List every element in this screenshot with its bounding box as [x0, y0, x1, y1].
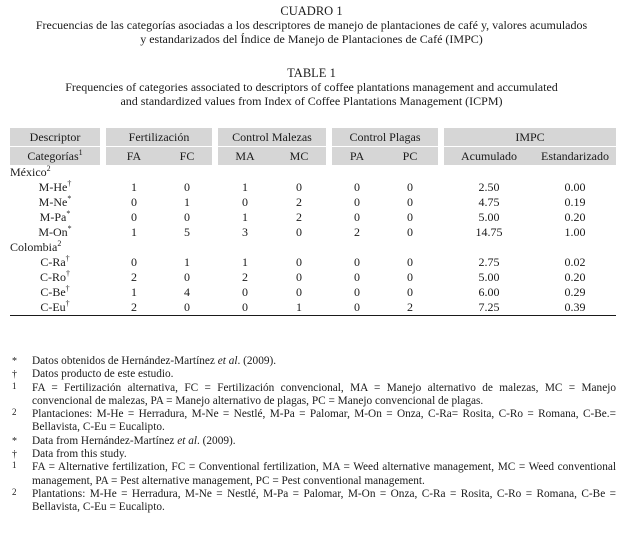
footnote-mark: *: [12, 435, 17, 447]
header-group-fertilizacion: Fertilización: [106, 128, 212, 147]
footnote-text: Datos producto de este estudio.: [32, 368, 174, 381]
table-cell: 0: [242, 195, 248, 209]
footnote-mark: 2: [12, 486, 17, 497]
table-row: [10, 285, 616, 300]
table-cell: 2: [407, 300, 413, 314]
row-label: [10, 180, 100, 195]
footnote-text: Datos obtenidos de Hernández-Martínez et al. (2009).: [32, 355, 277, 367]
table-cell: 0: [296, 225, 302, 239]
table-cell: 0: [407, 180, 413, 194]
table-cell: 0.00: [564, 180, 586, 194]
footnote: [10, 408, 616, 435]
table-cell: 0.39: [564, 300, 586, 314]
header-descriptor: Descriptor: [10, 128, 100, 147]
table-cell: 2: [354, 225, 360, 239]
table-cell: 6.00: [478, 285, 500, 299]
table-cell: 0: [184, 270, 190, 284]
header-row-groups: [10, 128, 616, 147]
table-cell: 7.25: [478, 300, 500, 314]
table-cell: 0.20: [564, 210, 586, 224]
data-table: [10, 128, 616, 316]
table-cell: 1: [242, 210, 248, 224]
caption-line2-en: and standardized values from Index of Coffee Plantations Management (ICPM): [120, 94, 503, 108]
footnote-mark: 1: [12, 380, 17, 391]
table-row: [10, 270, 616, 285]
table-cell: 1: [296, 300, 302, 314]
table-cell: 0: [407, 285, 413, 299]
group-mark: 2: [46, 164, 51, 173]
table-cell: 2: [131, 270, 137, 284]
table-cell: 3: [242, 225, 248, 239]
table-cell: 0: [354, 300, 360, 314]
header-col-pc: PC: [382, 147, 438, 166]
table-cell: 1: [242, 180, 248, 194]
group-label: [10, 240, 616, 255]
footnote-text: FA = Alternative fertilization, FC = Conventional fertilization, MA = Weed alternative management, MC = Weed conventional management, PA = Pest alternative management, PC = Pest conventional management.: [32, 461, 616, 487]
footnote: [10, 488, 616, 515]
row-code: M-Pa: [39, 210, 67, 224]
group-name: Colombia: [10, 240, 58, 254]
row-mark: †: [66, 269, 70, 278]
row-mark: *: [66, 209, 71, 218]
table-cell: 2: [296, 210, 302, 224]
header-col-estandarizado: Estandarizado: [534, 147, 616, 166]
row-label: [10, 210, 100, 225]
footnote: [10, 461, 616, 488]
footnote-mark: 2: [12, 407, 17, 418]
caption-spanish: [0, 4, 623, 46]
table-cell: 0: [184, 210, 190, 224]
table-cell: 0: [407, 210, 413, 224]
table-cell: 2.50: [478, 180, 500, 194]
table-body: [10, 165, 616, 316]
row-code: M-On: [38, 225, 68, 239]
table-cell: 0: [296, 285, 302, 299]
row-label: [10, 285, 100, 300]
row-mark: †: [65, 299, 70, 308]
row-mark: *: [67, 194, 72, 203]
header-group-control-plagas: Control Plagas: [332, 128, 438, 147]
table-cell: 0: [131, 255, 137, 269]
header-categorias: Categorías$^1$: [10, 147, 100, 166]
table-cell: 1.00: [564, 225, 586, 239]
table-cell: 0: [184, 300, 190, 314]
group-label: [10, 165, 616, 180]
header-col-acumulado: Acumulado: [444, 147, 534, 166]
row-label: [10, 300, 100, 315]
footnote-text: Data from this study.: [32, 448, 127, 461]
header-col-mc: MC: [272, 147, 326, 166]
row-code: C-Ro: [39, 270, 66, 284]
table-row: [10, 255, 616, 270]
table-row: [10, 300, 616, 315]
table-cell: 4: [184, 285, 190, 299]
footnote: [10, 448, 616, 461]
table-cell: 0: [242, 300, 248, 314]
row-label: [10, 225, 100, 240]
table-row: [10, 225, 616, 240]
table-cell: 0.19: [564, 195, 586, 209]
table-cell: 0: [354, 210, 360, 224]
footnote: [10, 435, 616, 448]
row-label: [10, 195, 100, 210]
row-mark: †: [67, 179, 72, 188]
row-mark: †: [65, 254, 70, 263]
header-group-impc: IMPC: [444, 128, 616, 147]
group-name: México: [10, 165, 47, 179]
header-col-fc: FC: [162, 147, 212, 166]
table-cell: 1: [131, 285, 137, 299]
table-cell: 0: [354, 270, 360, 284]
table-cell: 4.75: [478, 195, 500, 209]
header-col-ma: MA: [218, 147, 272, 166]
group-mark: 2: [57, 239, 62, 248]
table-cell: 14.75: [475, 225, 503, 239]
table-cell: 0: [354, 195, 360, 209]
table-row: [10, 210, 616, 225]
table-cell: 0.20: [564, 270, 586, 284]
table-cell: 0.02: [564, 255, 586, 269]
footnote-mark: †: [12, 449, 17, 461]
footnote-text: Plantaciones: M-He = Herradura, M-Ne = Nestlé, M-Pa = Palomar, M-On = Onza, C-Ra= Rosita, C-Ro = Romana, C-Be.= Bellavista, C-Eu = Eucalipto.: [32, 408, 616, 434]
table-cell: 1: [184, 195, 190, 209]
table-cell: 5.00: [478, 210, 500, 224]
table-cell: 0: [131, 210, 137, 224]
footnote: [10, 355, 616, 368]
table-cell: 0.29: [564, 285, 586, 299]
caption-line2-es: y estandarizados del Índice de Manejo de Plantaciones de Café (IMPC): [140, 32, 483, 46]
table-cell: 0: [131, 195, 137, 209]
table-bottom-rule: [10, 315, 616, 316]
header-col-pa: PA: [332, 147, 382, 166]
table-cell: 0: [242, 285, 248, 299]
caption-label-es: CUADRO 1: [280, 4, 343, 18]
footnote-mark: 1: [12, 460, 17, 471]
table-cell: 1: [184, 255, 190, 269]
table-cell: 0: [296, 270, 302, 284]
table-cell: 0: [354, 255, 360, 269]
table-cell: 1: [242, 255, 248, 269]
header-row-subcolumns: [10, 147, 616, 166]
table-cell: 0: [407, 225, 413, 239]
table-row: [10, 180, 616, 195]
table-cell: 2.75: [478, 255, 500, 269]
table-cell: 0: [296, 180, 302, 194]
caption-label-en: TABLE 1: [287, 66, 336, 80]
table-cell: 0: [407, 270, 413, 284]
caption-english: [0, 66, 623, 108]
group-row: [10, 165, 616, 180]
footnote-text: Data from Hernández-Martínez et al. (2009).: [32, 434, 236, 447]
table-cell: 1: [131, 180, 137, 194]
row-mark: *: [67, 224, 72, 233]
group-row: [10, 240, 616, 255]
footnote-text: FA = Fertilización alternativa, FC = Fertilización convencional, MA = Manejo alternativo de malezas, MC = Manejo convencional de malezas, PA = Manejo alternativo de plagas, PC = Manejo convencional de plagas.: [32, 381, 616, 407]
table-cell: 0: [184, 180, 190, 194]
row-code: M-He: [38, 180, 68, 194]
table-cell: 1: [131, 225, 137, 239]
table-cell: 2: [296, 195, 302, 209]
row-label: [10, 255, 100, 270]
caption-line1-es: Frecuencias de las categorías asociadas a los descriptores de manejo de plantaciones de café y, valores acumulados: [35, 18, 588, 32]
row-mark: †: [65, 284, 70, 293]
footnote: [10, 382, 616, 409]
footnotes: [10, 355, 616, 515]
footnote-mark: †: [12, 369, 17, 381]
footnote: [10, 368, 616, 381]
row-code: C-Eu: [40, 300, 66, 314]
footnote-text: Plantations: M-He = Herradura, M-Ne = Nestlé, M-Pa = Palomar, M-On = Onza, C-Ra = Rosita, C-Ro = Romana, C-Be = Bellavista, C-Eu = Eucalipto.: [32, 487, 616, 514]
header-col-fa: FA: [106, 147, 162, 166]
table-cell: 2: [131, 300, 137, 314]
row-code: M-Ne: [38, 195, 68, 209]
table-cell: 0: [354, 180, 360, 194]
header-group-control-malezas: Control Malezas: [218, 128, 326, 147]
table-cell: 0: [354, 285, 360, 299]
table-cell: 2: [242, 270, 248, 284]
row-code: C-Be: [40, 285, 66, 299]
footnote-mark: *: [12, 356, 17, 367]
row-code: C-Ra: [40, 255, 66, 269]
table-cell: 5: [184, 225, 190, 239]
table-cell: 5.00: [478, 270, 500, 284]
caption-line1-en: Frequencies of categories associated to descriptors of coffee plantations management and accumulated: [65, 80, 558, 94]
row-label: [10, 270, 100, 285]
table-cell: 0: [407, 255, 413, 269]
table-cell: 0: [296, 255, 302, 269]
table-cell: 0: [407, 195, 413, 209]
table-row: [10, 195, 616, 210]
